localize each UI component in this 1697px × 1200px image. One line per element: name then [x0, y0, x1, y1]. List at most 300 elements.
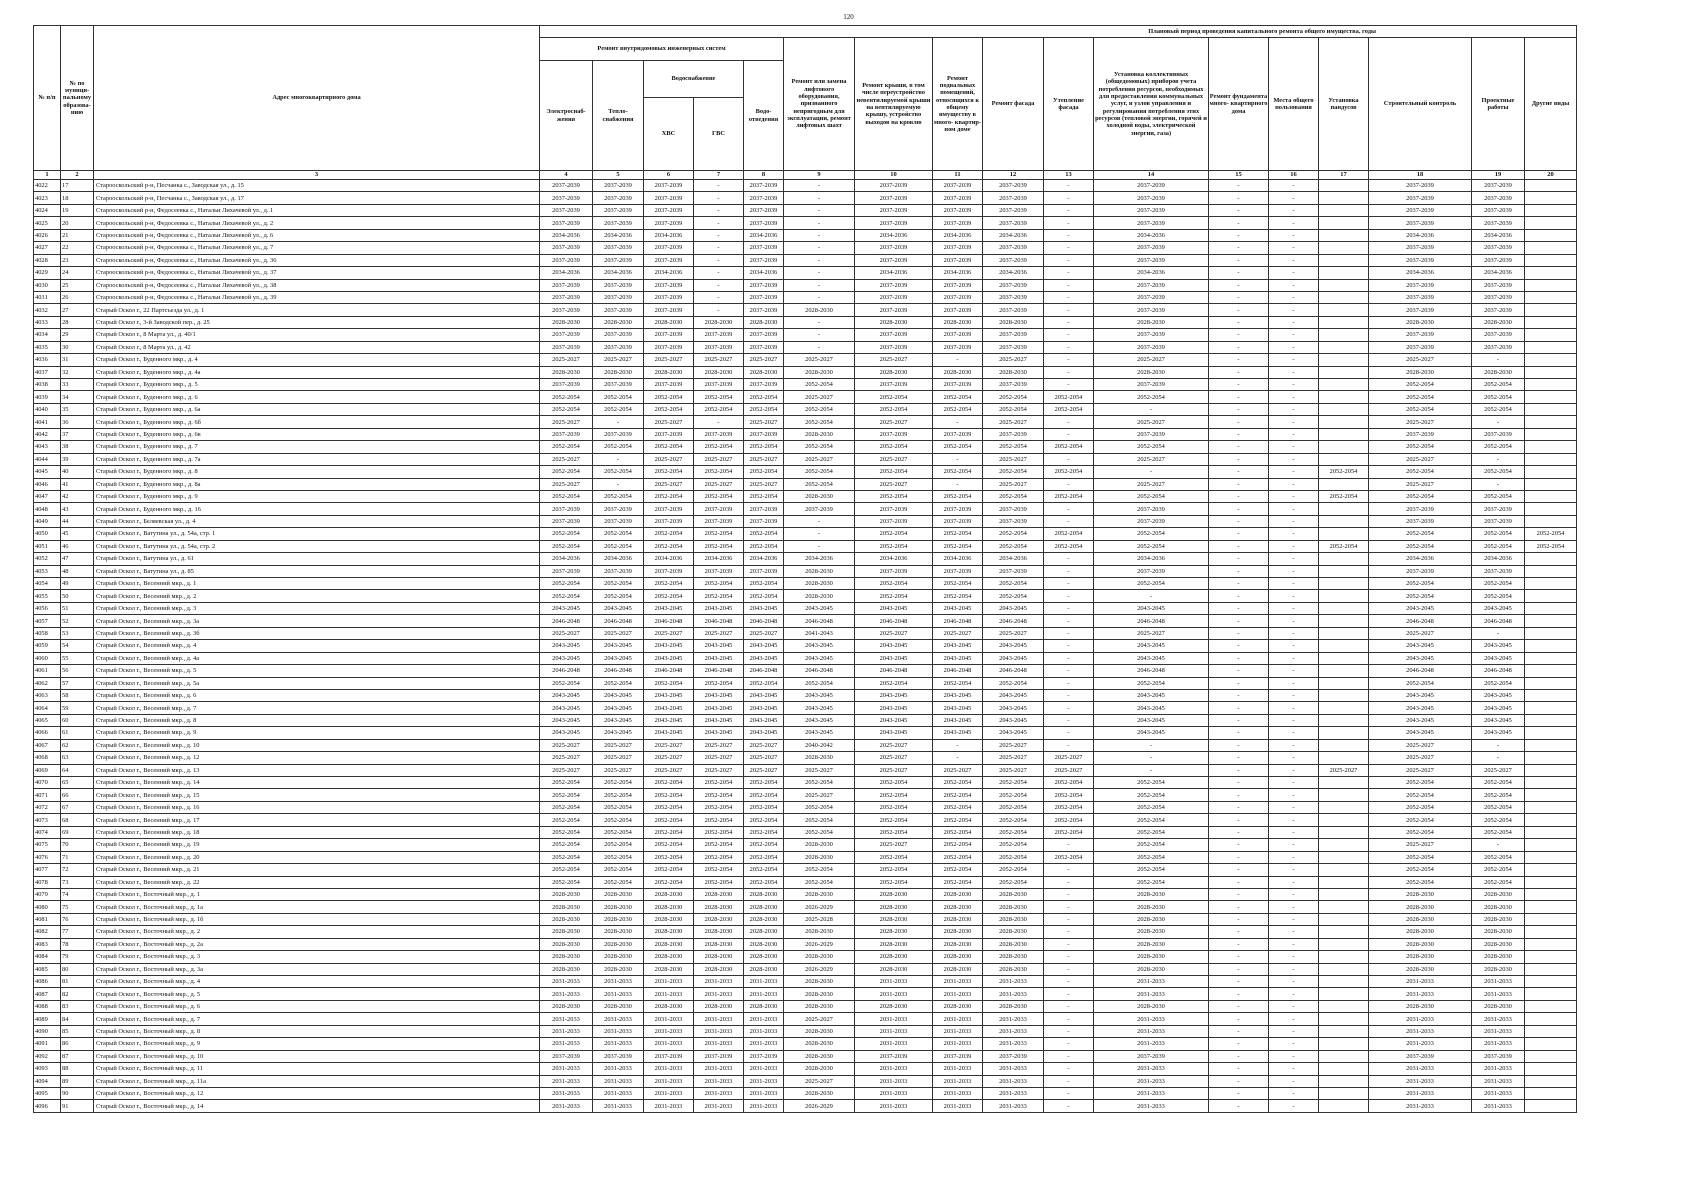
- period-cell: 2043-2045: [983, 727, 1044, 739]
- period-cell: 2052-2054: [1094, 814, 1209, 826]
- period-cell: 2052-2054: [540, 677, 593, 689]
- index-cell: 4053: [34, 565, 61, 577]
- period-cell: 2052-2054: [933, 777, 983, 789]
- index-cell: 80: [61, 963, 94, 975]
- period-cell: -: [593, 453, 644, 465]
- period-cell: 2052-2054: [1094, 441, 1209, 453]
- period-cell: -: [1209, 976, 1269, 988]
- period-cell: 2025-2027: [744, 416, 784, 428]
- address-cell: Старый Оскол г., Весенний мкр., д. 7: [94, 702, 540, 714]
- period-cell: -: [694, 291, 744, 303]
- period-cell: -: [1269, 752, 1319, 764]
- column-number: 12: [983, 171, 1044, 180]
- period-cell: [1319, 204, 1369, 216]
- table-row: [34, 466, 1577, 478]
- period-cell: -: [1209, 901, 1269, 913]
- period-cell: 2052-2054: [1094, 826, 1209, 838]
- period-cell: 2052-2054: [593, 851, 644, 863]
- period-cell: 2031-2033: [983, 1075, 1044, 1087]
- period-cell: [1525, 180, 1577, 192]
- period-cell: 2052-2054: [784, 677, 855, 689]
- period-cell: 2052-2054: [694, 864, 744, 876]
- period-cell: 2052-2054: [593, 490, 644, 502]
- period-cell: 2052-2054: [644, 490, 694, 502]
- period-cell: 2052-2054: [1044, 540, 1094, 552]
- period-cell: 2034-2036: [593, 267, 644, 279]
- period-cell: -: [1044, 515, 1094, 527]
- index-cell: 4076: [34, 851, 61, 863]
- period-cell: 2031-2033: [933, 1013, 983, 1025]
- period-cell: 2043-2045: [694, 702, 744, 714]
- period-cell: 2037-2039: [983, 329, 1044, 341]
- period-cell: 2025-2027: [855, 739, 933, 751]
- index-cell: 4046: [34, 478, 61, 490]
- period-cell: 2046-2048: [933, 665, 983, 677]
- address-cell: Старооскольский р-н, Федосеевка с., Натальи Лихачевой ул., д. 39: [94, 291, 540, 303]
- period-cell: 2028-2030: [1472, 951, 1525, 963]
- period-cell: 2037-2039: [855, 1050, 933, 1062]
- period-cell: 2025-2027: [644, 478, 694, 490]
- period-cell: -: [1209, 279, 1269, 291]
- period-cell: 2043-2045: [540, 689, 593, 701]
- period-cell: [1525, 839, 1577, 851]
- address-cell: Старый Оскол г., Восточный мкр., д. 3: [94, 951, 540, 963]
- period-cell: 2025-2027: [1369, 752, 1472, 764]
- period-cell: 2043-2045: [540, 727, 593, 739]
- period-cell: 2043-2045: [784, 702, 855, 714]
- period-cell: 2052-2054: [593, 528, 644, 540]
- period-cell: -: [694, 267, 744, 279]
- period-cell: [1319, 976, 1369, 988]
- period-cell: -: [784, 204, 855, 216]
- period-cell: 2037-2039: [644, 329, 694, 341]
- period-cell: 2034-2036: [744, 553, 784, 565]
- period-cell: 2037-2039: [744, 565, 784, 577]
- period-cell: 2025-2027: [933, 627, 983, 639]
- index-cell: 4090: [34, 1025, 61, 1037]
- period-cell: 2037-2039: [1369, 291, 1472, 303]
- period-cell: 2025-2027: [1319, 764, 1369, 776]
- period-cell: 2028-2030: [933, 963, 983, 975]
- period-cell: -: [1209, 789, 1269, 801]
- period-cell: 2028-2030: [694, 901, 744, 913]
- period-cell: 2037-2039: [1472, 192, 1525, 204]
- period-cell: 2031-2033: [694, 1100, 744, 1112]
- period-cell: 2052-2054: [694, 777, 744, 789]
- index-cell: 4086: [34, 976, 61, 988]
- period-cell: -: [1269, 1013, 1319, 1025]
- period-cell: -: [1209, 714, 1269, 726]
- period-cell: 2052-2054: [855, 490, 933, 502]
- period-cell: [1319, 503, 1369, 515]
- period-cell: 2031-2033: [1094, 976, 1209, 988]
- period-cell: -: [1209, 814, 1269, 826]
- period-cell: 2043-2045: [694, 714, 744, 726]
- period-cell: -: [1269, 590, 1319, 602]
- period-cell: [1319, 453, 1369, 465]
- period-cell: 2025-2027: [744, 453, 784, 465]
- period-cell: -: [1209, 578, 1269, 590]
- period-cell: 2037-2039: [855, 192, 933, 204]
- index-cell: 88: [61, 1063, 94, 1075]
- period-cell: 2034-2036: [933, 267, 983, 279]
- period-cell: 2037-2039: [644, 428, 694, 440]
- index-cell: 4071: [34, 789, 61, 801]
- period-cell: 2025-2027: [1094, 627, 1209, 639]
- period-cell: -: [1044, 913, 1094, 925]
- period-cell: [1525, 689, 1577, 701]
- period-cell: 2034-2036: [1094, 553, 1209, 565]
- period-cell: 2037-2039: [855, 503, 933, 515]
- period-cell: 2028-2030: [694, 951, 744, 963]
- index-cell: 4068: [34, 752, 61, 764]
- period-cell: 2052-2054: [644, 677, 694, 689]
- period-cell: 2043-2045: [540, 602, 593, 614]
- table-row: [34, 1075, 1577, 1087]
- period-cell: 2052-2054: [784, 826, 855, 838]
- table-row: [34, 204, 1577, 216]
- period-cell: 2037-2039: [983, 565, 1044, 577]
- index-cell: 4072: [34, 801, 61, 813]
- period-cell: [1319, 839, 1369, 851]
- repair-schedule-table: [33, 25, 1577, 1113]
- period-cell: 2052-2054: [855, 876, 933, 888]
- period-cell: 2028-2030: [784, 1038, 855, 1050]
- address-cell: Старый Оскол г., Весенний мкр., д. 10: [94, 739, 540, 751]
- period-cell: 2031-2033: [855, 1063, 933, 1075]
- period-cell: 2031-2033: [1094, 1038, 1209, 1050]
- period-cell: 2043-2045: [1094, 702, 1209, 714]
- period-cell: 2037-2039: [1094, 515, 1209, 527]
- period-cell: 2046-2048: [694, 665, 744, 677]
- index-cell: 4088: [34, 1000, 61, 1012]
- period-cell: [1319, 1013, 1369, 1025]
- period-cell: 2037-2039: [1094, 192, 1209, 204]
- period-cell: -: [1044, 652, 1094, 664]
- period-cell: 2031-2033: [1369, 988, 1472, 1000]
- index-cell: 66: [61, 789, 94, 801]
- period-cell: 2031-2033: [855, 1013, 933, 1025]
- index-cell: 4062: [34, 677, 61, 689]
- period-cell: 2031-2033: [540, 1075, 593, 1087]
- column-number: 15: [1209, 171, 1269, 180]
- period-cell: 2052-2054: [983, 677, 1044, 689]
- period-cell: [1525, 354, 1577, 366]
- period-cell: 2037-2039: [855, 428, 933, 440]
- period-cell: 2052-2054: [983, 839, 1044, 851]
- period-cell: 2031-2033: [694, 1063, 744, 1075]
- period-cell: -: [1209, 379, 1269, 391]
- period-cell: -: [1094, 466, 1209, 478]
- index-cell: 4027: [34, 242, 61, 254]
- period-cell: 2052-2054: [933, 466, 983, 478]
- period-cell: 2025-2027: [644, 354, 694, 366]
- period-cell: -: [784, 540, 855, 552]
- period-cell: -: [784, 316, 855, 328]
- period-cell: -: [1044, 267, 1094, 279]
- index-cell: 4022: [34, 180, 61, 192]
- period-cell: 2043-2045: [744, 689, 784, 701]
- period-cell: 2043-2045: [593, 689, 644, 701]
- period-cell: -: [694, 416, 744, 428]
- period-cell: 2052-2054: [983, 578, 1044, 590]
- period-cell: -: [1269, 379, 1319, 391]
- period-cell: -: [1044, 229, 1094, 241]
- period-cell: 2052-2054: [1525, 540, 1577, 552]
- address-cell: Старый Оскол г., Беляевская ул., д. 4: [94, 515, 540, 527]
- period-cell: 2037-2039: [1369, 204, 1472, 216]
- period-cell: 2031-2033: [1369, 1038, 1472, 1050]
- period-cell: 2052-2054: [593, 441, 644, 453]
- column-number: 8: [744, 171, 784, 180]
- period-cell: 2043-2045: [933, 689, 983, 701]
- period-cell: 2025-2027: [593, 752, 644, 764]
- period-cell: 2052-2054: [593, 789, 644, 801]
- address-cell: Старый Оскол г., Весенний мкр., д. 4: [94, 640, 540, 652]
- index-cell: 45: [61, 528, 94, 540]
- period-cell: 2052-2054: [983, 864, 1044, 876]
- period-cell: -: [1209, 627, 1269, 639]
- period-cell: 2028-2030: [644, 316, 694, 328]
- period-cell: 2052-2054: [1094, 490, 1209, 502]
- period-cell: -: [933, 453, 983, 465]
- period-cell: 2037-2039: [933, 428, 983, 440]
- period-cell: 2028-2030: [784, 926, 855, 938]
- address-cell: Старый Оскол г., Восточный мкр., д. 1а: [94, 901, 540, 913]
- index-cell: 4078: [34, 876, 61, 888]
- period-cell: 2025-2027: [744, 627, 784, 639]
- table-row: [34, 304, 1577, 316]
- period-cell: [1319, 366, 1369, 378]
- period-cell: -: [1044, 1075, 1094, 1087]
- index-cell: 17: [61, 180, 94, 192]
- period-cell: 2031-2033: [855, 988, 933, 1000]
- period-cell: 2028-2030: [933, 888, 983, 900]
- column-number: 14: [1094, 171, 1209, 180]
- period-cell: 2052-2054: [1319, 466, 1369, 478]
- period-cell: -: [1209, 180, 1269, 192]
- index-cell: 91: [61, 1100, 94, 1112]
- period-cell: 2037-2039: [1472, 565, 1525, 577]
- period-cell: 2052-2054: [933, 851, 983, 863]
- period-cell: -: [1269, 478, 1319, 490]
- period-cell: 2037-2039: [540, 515, 593, 527]
- period-cell: -: [1269, 665, 1319, 677]
- period-cell: [1525, 1038, 1577, 1050]
- column-number: 18: [1369, 171, 1472, 180]
- period-cell: 2028-2030: [784, 988, 855, 1000]
- period-cell: 2037-2039: [1094, 291, 1209, 303]
- period-cell: [1525, 204, 1577, 216]
- period-cell: -: [1044, 714, 1094, 726]
- period-cell: 2052-2054: [933, 814, 983, 826]
- period-cell: -: [1209, 777, 1269, 789]
- index-cell: 4087: [34, 988, 61, 1000]
- period-cell: [1525, 826, 1577, 838]
- period-cell: 2025-2027: [1369, 354, 1472, 366]
- period-cell: -: [1044, 1025, 1094, 1037]
- period-cell: 2037-2039: [1472, 329, 1525, 341]
- period-cell: 2028-2030: [983, 901, 1044, 913]
- period-cell: 2052-2054: [933, 801, 983, 813]
- period-cell: 2031-2033: [593, 1087, 644, 1099]
- period-cell: 2052-2054: [1369, 590, 1472, 602]
- period-cell: 2031-2033: [1094, 1063, 1209, 1075]
- period-cell: 2046-2048: [540, 615, 593, 627]
- table-row: [34, 839, 1577, 851]
- period-cell: [1525, 951, 1577, 963]
- header-other: Другие виды: [1525, 38, 1577, 171]
- period-cell: [1319, 428, 1369, 440]
- period-cell: 2037-2039: [593, 254, 644, 266]
- period-cell: -: [1269, 739, 1319, 751]
- column-number: 4: [540, 171, 593, 180]
- index-cell: 38: [61, 441, 94, 453]
- index-cell: 28: [61, 316, 94, 328]
- period-cell: 2025-2027: [1094, 416, 1209, 428]
- index-cell: 4042: [34, 428, 61, 440]
- table-row: [34, 254, 1577, 266]
- period-cell: 2034-2036: [933, 553, 983, 565]
- period-cell: 2043-2045: [593, 652, 644, 664]
- index-cell: 21: [61, 229, 94, 241]
- period-cell: 2052-2054: [593, 403, 644, 415]
- table-row: [34, 540, 1577, 552]
- index-cell: 72: [61, 864, 94, 876]
- table-row: [34, 329, 1577, 341]
- period-cell: -: [1209, 689, 1269, 701]
- period-cell: [1319, 1075, 1369, 1087]
- index-cell: 4065: [34, 714, 61, 726]
- period-cell: -: [1209, 938, 1269, 950]
- period-cell: 2031-2033: [593, 1013, 644, 1025]
- period-cell: 2028-2030: [1094, 1000, 1209, 1012]
- period-cell: 2031-2033: [1094, 988, 1209, 1000]
- table-row: [34, 864, 1577, 876]
- period-cell: -: [694, 180, 744, 192]
- period-cell: 2031-2033: [644, 988, 694, 1000]
- period-cell: -: [1209, 951, 1269, 963]
- period-cell: 2046-2048: [1094, 665, 1209, 677]
- table-row: [34, 503, 1577, 515]
- period-cell: -: [1269, 553, 1319, 565]
- period-cell: 2037-2039: [593, 341, 644, 353]
- period-cell: 2052-2054: [784, 777, 855, 789]
- period-cell: 2031-2033: [744, 976, 784, 988]
- period-cell: [1525, 677, 1577, 689]
- period-cell: 2037-2039: [933, 1050, 983, 1062]
- period-cell: 2052-2054: [983, 403, 1044, 415]
- period-cell: 2037-2039: [933, 204, 983, 216]
- period-cell: -: [1209, 329, 1269, 341]
- period-cell: 2052-2054: [694, 391, 744, 403]
- period-cell: 2052-2054: [1094, 851, 1209, 863]
- period-cell: 2034-2036: [933, 229, 983, 241]
- period-cell: 2028-2030: [855, 963, 933, 975]
- period-cell: 2025-2027: [983, 354, 1044, 366]
- period-cell: 2034-2036: [1094, 267, 1209, 279]
- period-cell: 2046-2048: [1369, 615, 1472, 627]
- table-row: [34, 602, 1577, 614]
- address-cell: Старый Оскол г., Восточный мкр., д. 11а: [94, 1075, 540, 1087]
- period-cell: [1525, 1000, 1577, 1012]
- period-cell: 2052-2054: [540, 826, 593, 838]
- period-cell: 2037-2039: [744, 254, 784, 266]
- index-cell: 4023: [34, 192, 61, 204]
- period-cell: 2031-2033: [694, 1087, 744, 1099]
- period-cell: 2046-2048: [644, 615, 694, 627]
- period-cell: [1319, 379, 1369, 391]
- period-cell: 2037-2039: [540, 204, 593, 216]
- period-cell: 2037-2039: [540, 503, 593, 515]
- period-cell: -: [1044, 951, 1094, 963]
- table-row: [34, 403, 1577, 415]
- period-cell: 2037-2039: [784, 503, 855, 515]
- period-cell: [1525, 304, 1577, 316]
- period-cell: 2037-2039: [1472, 291, 1525, 303]
- address-cell: Старый Оскол г., Весенний мкр., д. 3а: [94, 615, 540, 627]
- period-cell: 2028-2030: [983, 926, 1044, 938]
- period-cell: 2052-2054: [694, 826, 744, 838]
- period-cell: 2031-2033: [1094, 1075, 1209, 1087]
- period-cell: 2037-2039: [1094, 503, 1209, 515]
- period-cell: -: [1209, 366, 1269, 378]
- period-cell: 2028-2030: [644, 963, 694, 975]
- period-cell: -: [1209, 316, 1269, 328]
- address-cell: Старый Оскол г., Буденного мкр., д. 8а: [94, 478, 540, 490]
- period-cell: -: [1209, 304, 1269, 316]
- period-cell: 2031-2033: [855, 1087, 933, 1099]
- period-cell: 2043-2045: [540, 652, 593, 664]
- period-cell: -: [1269, 1050, 1319, 1062]
- period-cell: 2052-2054: [1472, 789, 1525, 801]
- period-cell: 2043-2045: [933, 714, 983, 726]
- table-row: [34, 391, 1577, 403]
- period-cell: 2025-2027: [694, 764, 744, 776]
- period-cell: 2052-2054: [855, 403, 933, 415]
- period-cell: 2052-2054: [1044, 851, 1094, 863]
- period-cell: 2043-2045: [1369, 702, 1472, 714]
- period-cell: 2052-2054: [744, 814, 784, 826]
- period-cell: [1525, 1100, 1577, 1112]
- period-cell: -: [1209, 416, 1269, 428]
- index-cell: 4066: [34, 727, 61, 739]
- period-cell: 2037-2039: [744, 204, 784, 216]
- index-cell: 44: [61, 515, 94, 527]
- period-cell: 2052-2054: [983, 801, 1044, 813]
- column-number: 11: [933, 171, 983, 180]
- period-cell: 2052-2054: [1369, 466, 1472, 478]
- period-cell: 2052-2054: [744, 441, 784, 453]
- period-cell: 2052-2054: [540, 441, 593, 453]
- period-cell: 2031-2033: [1472, 1100, 1525, 1112]
- period-cell: 2052-2054: [983, 490, 1044, 502]
- period-cell: 2028-2030: [933, 901, 983, 913]
- index-cell: 68: [61, 814, 94, 826]
- period-cell: 2037-2039: [644, 503, 694, 515]
- period-cell: 2025-2027: [784, 453, 855, 465]
- period-cell: -: [1209, 453, 1269, 465]
- period-cell: [1319, 416, 1369, 428]
- period-cell: -: [1472, 739, 1525, 751]
- column-number: 17: [1319, 171, 1369, 180]
- period-cell: 2031-2033: [593, 1100, 644, 1112]
- period-cell: 2037-2039: [1094, 341, 1209, 353]
- period-cell: -: [694, 229, 744, 241]
- period-cell: 2031-2033: [540, 1087, 593, 1099]
- period-cell: 2028-2030: [744, 938, 784, 950]
- period-cell: -: [1269, 242, 1319, 254]
